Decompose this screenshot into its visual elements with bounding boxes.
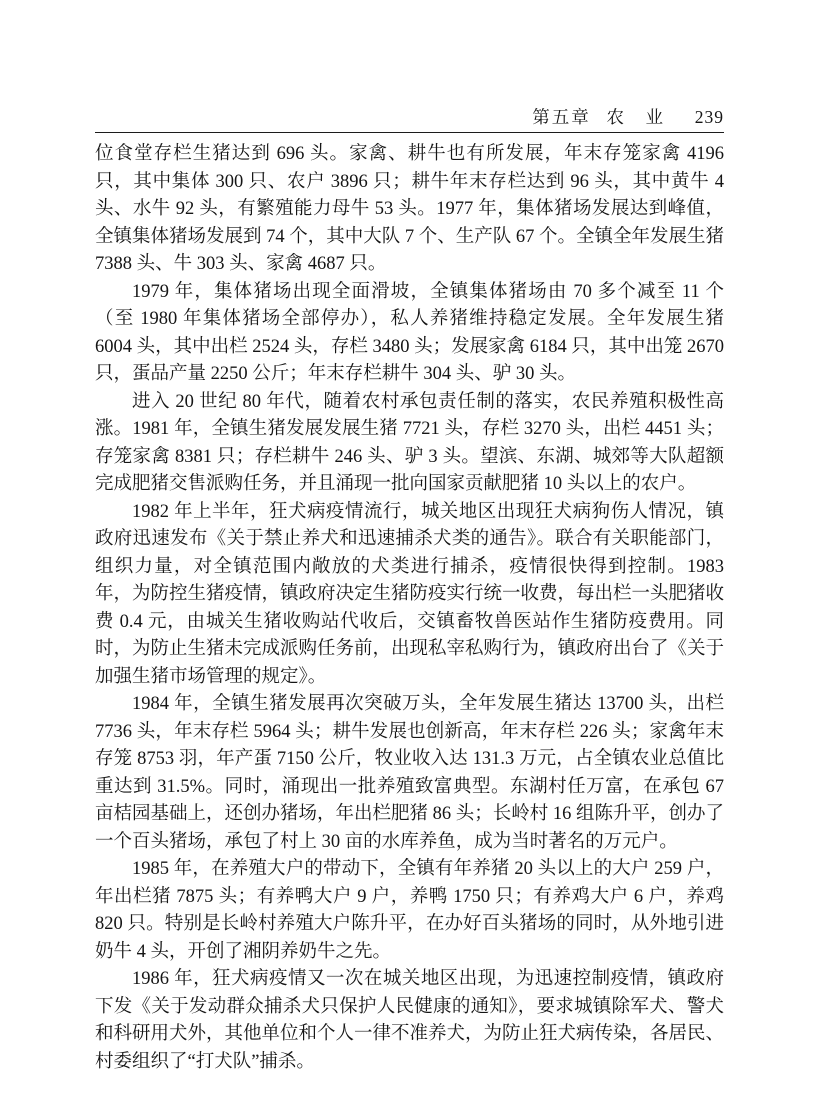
body-paragraph: 进入 20 世纪 80 年代，随着农村承包责任制的落实，农民养殖积极性高涨。1981 年，全镇生猪发展发展生猪 7721 头，存栏 3270 头，出栏 4451 头；存笼家禽 8381 只；存栏耕牛 246 头、驴 3 头。望滨、东湖、城郊等大队超额完成肥猪交售派购任务，并且涌现一批向国家贡献肥猪 10 头以上的农户。 (95, 391, 724, 494)
section-title: 农 业 (606, 107, 665, 127)
body-paragraph: 1986 年，狂犬病疫情又一次在城关地区出现，为迅速控制疫情，镇政府下发《关于发动群众捕杀犬只保护人民健康的通知》，要求城镇除军犬、警犬和科研用犬外，其他单位和个人一律不准养犬，为防止狂犬病传染，各居民、村委组织了“打犬队”捕杀。 (95, 969, 725, 1072)
chapter-title: 第五章 (532, 107, 591, 127)
body-paragraph: 1979 年，集体猪场出现全面滑坡，全镇集体猪场由 70 多个减至 11 个（至 1980 年集体猪场全部停办），私人养猪维持稳定发展。全年发展生猪 6004 头，其中出栏 2524 头，存栏 3480 头；发展家禽 6184 只，其中出笼 2670 只，蛋品产量 2250 公斤；年末存栏耕牛 304 头、驴 30 头。 (95, 281, 725, 384)
body-paragraph: 1985 年，在养殖大户的带动下，全镇有年养猪 20 头以上的大户 259 户，年出栏猪 7875 头；有养鸭大户 9 户，养鸭 1750 只；有养鸡大户 6 户，养鸡 820 只。特别是长岭村养殖大户陈升平，在办好百头猪场的同时，从外地引进奶牛 4 头，开创了湘阴养奶牛之先。 (95, 859, 724, 962)
running-header (95, 105, 724, 129)
body-paragraph: 1984 年，全镇生猪发展再次突破万头，全年发展生猪达 13700 头，出栏 7736 头，年末存栏 5964 头；耕牛发展也创新高，年末存栏 226 头；家禽年末存笼 8753 羽，年产蛋 7150 公斤，牧业收入达 131.3 万元，占全镇农业总值比重达到 31.5%。同时，涌现出一批养殖致富典型。东湖村任万富，在承包 67 亩桔园基础上，还创办猪场，年出栏肥猪 86 头；长岭村 16 组陈升平，创办了一个百头猪场，承包了村上 30 亩的水库养鱼，成为当时著名的万元户。 (95, 694, 725, 852)
body-text (95, 141, 724, 1076)
body-paragraph: 位食堂存栏生猪达到 696 头。家禽、耕牛也有所发展，年末存笼家禽 4196 只，其中集体 300 只、农户 3896 只；耕牛年末存栏达到 96 头，其中黄牛 4 头、水牛 92 头，有繁殖能力母牛 53 头。1977 年，集体猪场发展达到峰值，全镇集体猪场发展到 74 个，其中大队 7 个、生产队 67 个。全镇全年发展生猪 7388 头、牛 303 头、家禽 4687 只。 (95, 144, 725, 274)
header-rule (95, 132, 724, 133)
page-number: 239 (694, 107, 724, 127)
body-paragraph: 1982 年上半年，狂犬病疫情流行，城关地区出现狂犬病狗伤人情况，镇政府迅速发布《关于禁止养犬和迅速捕杀犬类的通告》。联合有关职能部门，组织力量，对全镇范围内敞放的犬类进行捕杀，疫情很快得到控制。1983 年，为防控生猪疫情，镇政府决定生猪防疫实行统一收费，每出栏一头肥猪收费 0.4 元，由城关生猪收购站代收后，交镇畜牧兽医站作生猪防疫费用。同时，为防止生猪未完成派购任务前，出现私宰私购行为，镇政府出台了《关于加强生猪市场管理的规定》。 (95, 501, 725, 687)
